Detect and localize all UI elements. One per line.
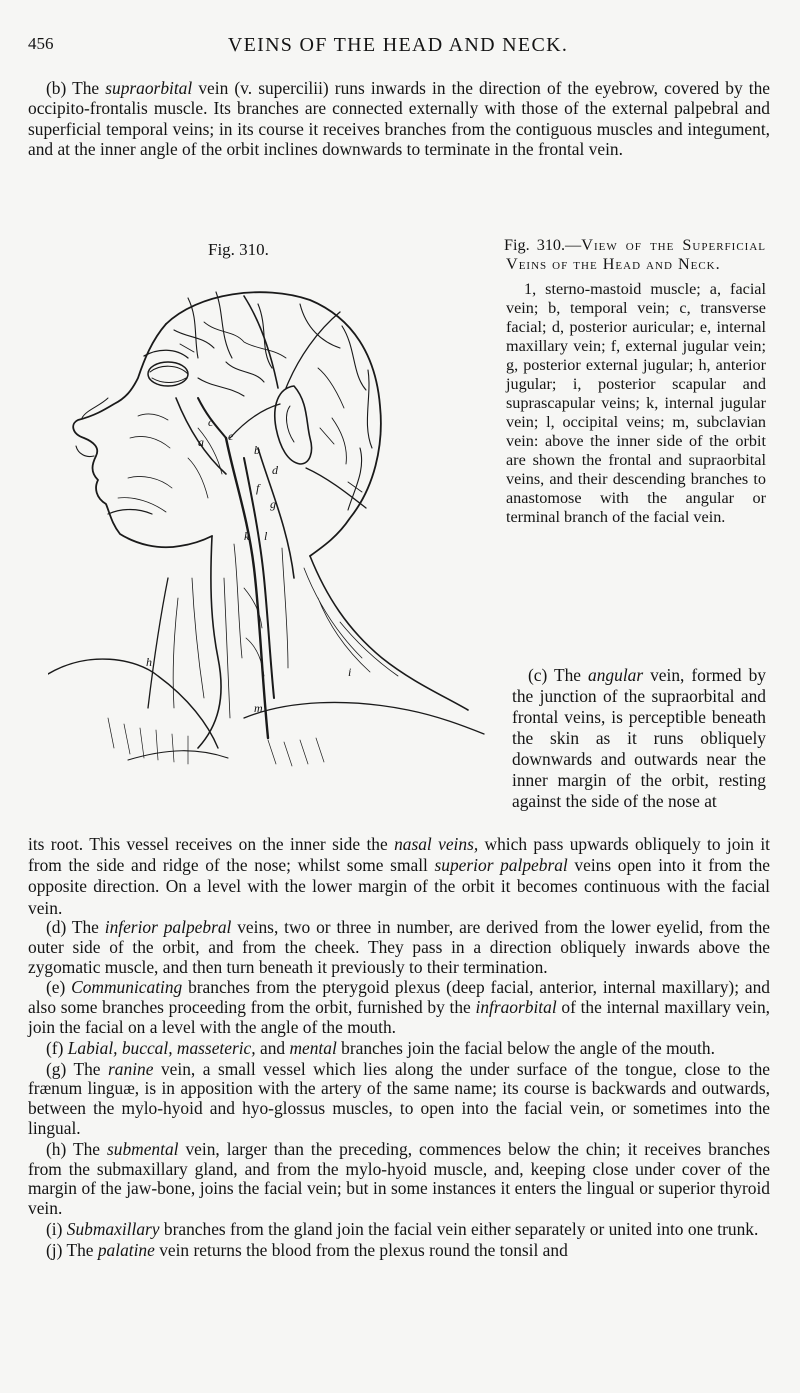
paragraph-palatine: (j) The palatine vein returns the blood from the plexus round the tonsil and xyxy=(46,1239,568,1260)
label-k: k xyxy=(244,529,250,543)
label-l: l xyxy=(264,529,268,543)
paragraph-communicating: (e) Communicating branches from the pterygoid plexus (deep facial, anterior, internal maxillary); and also some branches proceeding from the orbit, furnished by the infraorbital of the internal maxillary vein, join the facial on a level with the angle of the mouth. xyxy=(28,977,770,1037)
paragraph-angular-continued: its root. This vessel receives on the inner side the nasal veins, which pass upwards obliquely to join it from the side and ridge of the nose; whilst some small superior palpebral veins open into it from the opposite direction. On a level with the lower margin of the orbit it becomes continuous with the facial vein. xyxy=(28,834,770,918)
running-title: VEINS OF THE HEAD AND NECK. xyxy=(227,34,569,56)
caption-body: 1, sterno-mastoid muscle; a, facial vein; b, temporal vein; c, transverse facial; d, posterior auricular; e, internal maxillary vein; f, external jugular vein; g, posterior external jugular; h, anterior jugular; i, posterior scapular and suprascapular veins; k, internal jugular vein; l, occipital veins; m, subclavian vein: above the inner side of the orbit are shown the frontal and supraorbital veins, and their descending branches to anastomose with the angular or terminal branch of the facial vein. xyxy=(506,280,766,526)
paragraph-inferior-palpebral: (d) The inferior palpebral veins, two or three in number, are derived from the lower eyelid, from the outer side of the orbit, and from the cheek. They pass in a direction obliquely inwards above the zygomatic muscle, and then turn beneath it previously to their termination. xyxy=(28,917,771,977)
page-number: 456 xyxy=(28,34,54,53)
label-c: c xyxy=(208,415,214,429)
figure-caption xyxy=(506,236,766,527)
paragraph-labial: (f) Labial, buccal, masseteric, and mental branches join the facial below the angle of the mouth. xyxy=(46,1037,715,1058)
label-h: h xyxy=(146,655,152,669)
paragraph-submaxillary: (i) Submaxillary branches from the gland join the facial vein either separately or united into one trunk. xyxy=(46,1218,759,1239)
figure-label: Fig. 310. xyxy=(208,240,269,259)
label-a: a xyxy=(198,435,204,449)
label-i: i xyxy=(348,665,352,679)
figure-head-neck-veins-illustration xyxy=(48,278,496,776)
label-g: g xyxy=(270,497,276,511)
paragraph-submental: (h) The submental vein, larger than the preceding, commences below the chin; it receives branches from the submaxillary gland, and from the mylo-hyoid muscle, and, keeping close under cover of the margin of the jaw-bone, joins the facial vein; but in some instances it enters the lingual or superior thyroid vein. xyxy=(28,1138,770,1219)
paragraphs-d-to-j xyxy=(28,918,770,1262)
paragraph-supraorbital: (b) The supraorbital vein (v. supercilii) runs inwards in the direction of the eyebrow, covered by the occipito-frontalis muscle. Its branches are connected externally with those of the external palpebral and superficial temporal veins; in its course it receives branches from the contiguous muscles and integument, and at the inner angle of the orbit inclines downwards to terminate in the frontal vein. xyxy=(28,78,770,160)
page-header xyxy=(28,34,768,58)
paragraph-angular-start: (c) The angular vein, formed by the junction of the supraorbital and frontal veins, is perceptible beneath the skin as it runs obliquely downwards and outwards near the inner margin of the orbit, resting against the side of the nose at xyxy=(512,665,766,811)
label-d: d xyxy=(272,463,278,477)
label-f: f xyxy=(256,481,260,495)
label-b: b xyxy=(254,443,260,457)
paragraph-ranine: (g) The ranine vein, a small vessel which lies along the under surface of the tongue, close to the frænum linguæ, is in apposition with the artery of the same name; its course is backwards and outwards, between the mylo-hyoid and hyo-glossus muscles, to open into the facial vein, or sometimes into the lingual. xyxy=(28,1058,771,1138)
caption-title: Fig. 310.—View of the Superficial Veins of the Head and Neck. xyxy=(504,236,766,273)
label-e: e xyxy=(228,429,234,443)
label-m: m xyxy=(254,701,263,715)
